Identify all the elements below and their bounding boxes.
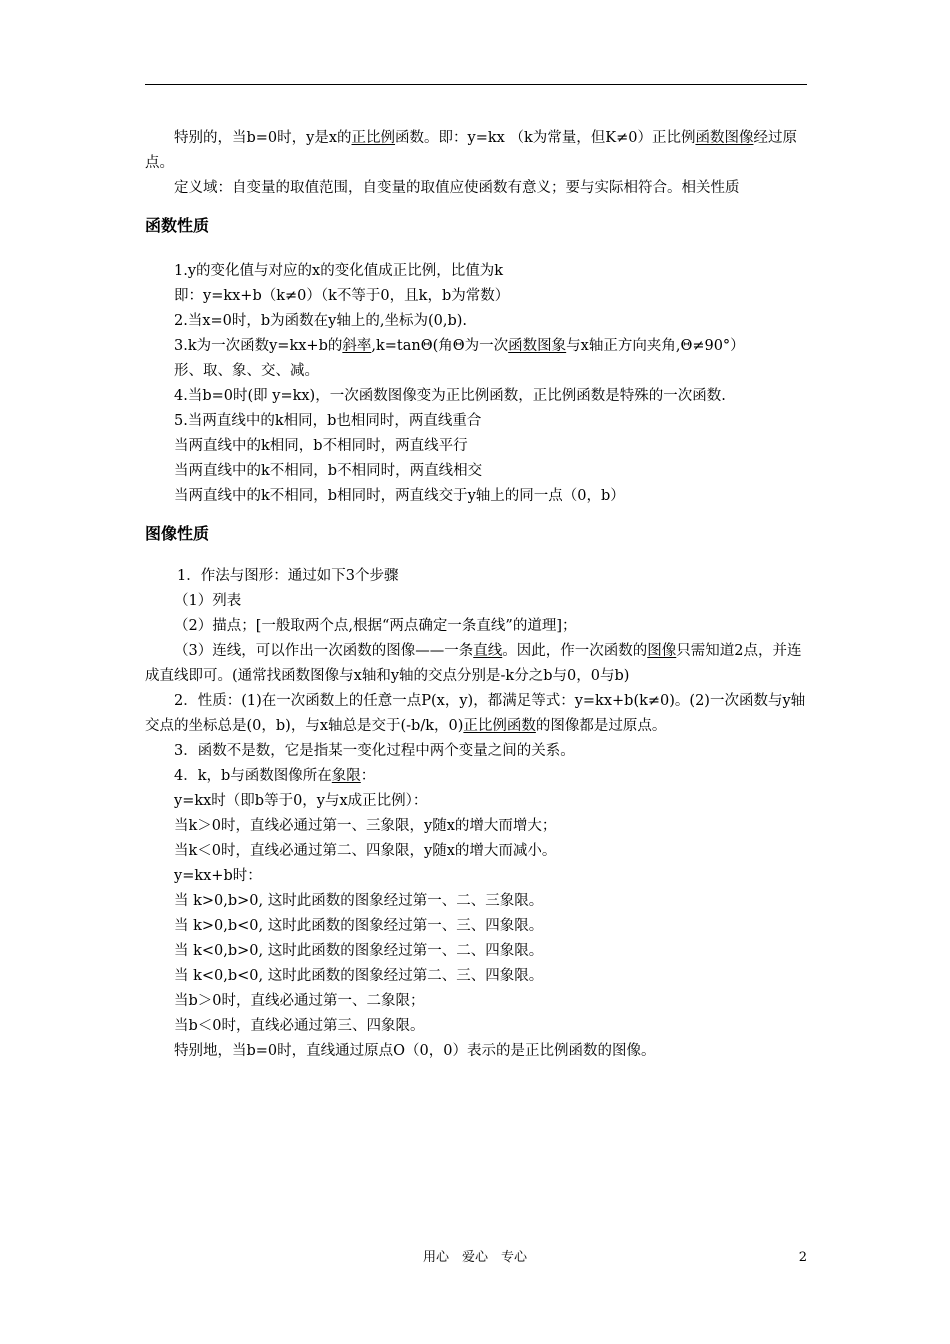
- link-function-graph[interactable]: 函数图象: [508, 338, 567, 354]
- line: 当k＜0时，直线必通过第二、四象限，y随x的增大而减小。: [174, 843, 557, 859]
- line: 即：y=kx+b（k≠0）（k不等于0，且k，b为常数）: [174, 288, 510, 304]
- line: y=kx时（即b等于0，y与x成正比例）：: [174, 793, 428, 809]
- line: 5.当两直线中的k相同，b也相同时，两直线重合: [174, 413, 482, 429]
- intro-paragraph-2: 定义域：自变量的取值范围，自变量的取值应使函数有意义；要与实际相符合。相关性质: [174, 180, 740, 196]
- line: 1.y的变化值与对应的x的变化值成正比例，比值为k: [174, 263, 503, 279]
- text-run: （3）连线，可以作出一次函数的图像——一条: [174, 643, 474, 659]
- line: y=kx+b时：: [174, 868, 262, 884]
- text-run: 特别的，当b=0时，y是x的: [174, 130, 352, 146]
- line: 当两直线中的k不相同，b不相同时，两直线相交: [174, 463, 483, 479]
- line: 形、取、象、交、减。: [174, 363, 319, 379]
- text-run: 。因此，作一次函数的: [502, 643, 648, 659]
- line: 当 k<0,b>0, 这时此函数的图象经过第一、二、四象限。: [174, 943, 544, 959]
- header-rule: [145, 84, 807, 85]
- footer-motto: 用心 爱心 专心: [422, 1250, 527, 1265]
- line: 当 k>0,b>0, 这时此函数的图象经过第一、二、三象限。: [174, 893, 544, 909]
- text-run: 经过原点。: [145, 130, 797, 171]
- property-paragraph: [145, 689, 807, 739]
- line: 当 k>0,b<0, 这时此函数的图象经过第一、三、四象限。: [174, 918, 544, 934]
- link-straight-line[interactable]: 直线: [473, 643, 503, 659]
- connect-paragraph: [145, 639, 807, 689]
- intro-paragraph-1: [145, 126, 807, 176]
- link-graph[interactable]: 图像: [724, 130, 754, 146]
- line: 当k＞0时，直线必通过第一、三象限，y随x的增大而增大；: [174, 818, 557, 834]
- line: 特别地，当b=0时，直线通过原点O（0，0）表示的是正比例函数的图像。: [174, 1043, 656, 1059]
- text-run: ,k=tanΘ(角Θ为一次: [371, 338, 509, 354]
- link-direct-proportion-function[interactable]: 正比例函数: [463, 718, 536, 734]
- text-run: 4．k，b与函数图像所在: [174, 768, 332, 784]
- slope-paragraph: [145, 334, 807, 359]
- text-run: 只需知道2点，并连成直线即可。(通常找函数图像与x轴和y轴的交点分别是-k分之b与0，0与b): [145, 643, 802, 684]
- text-run: 函数。即：y=kx （k为常量，但K≠0）正比例: [395, 130, 696, 146]
- text-run: ：: [360, 768, 376, 784]
- link-graph[interactable]: 图像: [647, 643, 677, 659]
- line: 当两直线中的k相同，b不相同时，两直线平行: [174, 438, 468, 454]
- text-run: 2．性质：(1)在一次函数上的任意一点P(x，y)，都满足等式：y=kx+b(k≠0)。(2)一次函数与y轴交点的坐标总是(0，b)，与x轴总是交于(-b/k，0): [145, 693, 806, 734]
- line: 3．函数不是数，它是指某一变化过程中两个变量之间的关系。: [174, 743, 575, 759]
- page-number: 2: [798, 1250, 807, 1265]
- quadrant-intro-line: [145, 764, 807, 789]
- line: 1．作法与图形：通过如下3个步骤: [177, 568, 399, 584]
- document-body: [145, 126, 807, 1064]
- page-footer: [0, 1248, 950, 1268]
- link-quadrant[interactable]: 象限: [331, 768, 361, 784]
- text-run: 与x轴正方向夹角,Θ≠90°）: [566, 338, 745, 354]
- link-slope[interactable]: 斜率: [342, 338, 372, 354]
- line: （1）列表: [174, 593, 242, 609]
- section-heading-function-properties: 函数性质: [145, 216, 210, 235]
- section-heading-graph-properties: 图像性质: [145, 524, 210, 543]
- link-function[interactable]: 函数: [695, 130, 725, 146]
- line: 当b＞0时，直线必通过第一、二象限；: [174, 993, 425, 1009]
- line: （2）描点；[一般取两个点,根据“两点确定一条直线”的道理]；: [174, 618, 577, 634]
- line: 当 k<0,b<0, 这时此函数的图象经过第二、三、四象限。: [174, 968, 544, 984]
- line: 2.当x=0时，b为函数在y轴上的,坐标为(0,b).: [174, 313, 468, 329]
- text-run: 3.k为一次函数y=kx+b的: [174, 338, 343, 354]
- line: 当两直线中的k不相同，b相同时，两直线交于y轴上的同一点（0，b）: [174, 488, 625, 504]
- line: 当b＜0时，直线必通过第三、四象限。: [174, 1018, 425, 1034]
- link-direct-proportion[interactable]: 正比例: [351, 130, 396, 146]
- text-run: 的图像都是过原点。: [535, 718, 667, 734]
- line: 4.当b=0时(即 y=kx)，一次函数图像变为正比例函数，正比例函数是特殊的一次函数.: [174, 388, 726, 404]
